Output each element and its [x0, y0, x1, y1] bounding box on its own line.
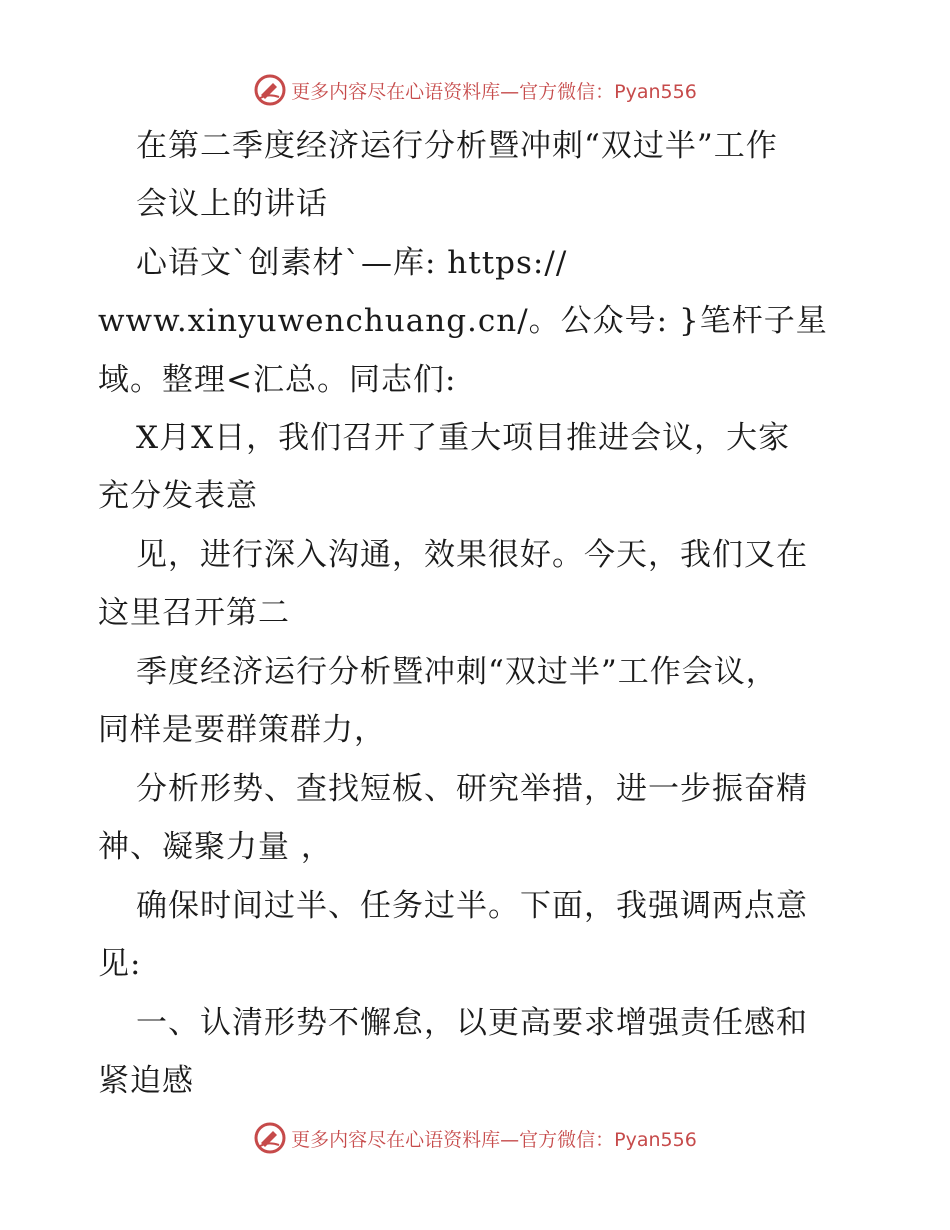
paragraph-line: 这里召开第二	[98, 595, 290, 631]
paragraph-line: 神、凝聚力量 ，	[98, 829, 333, 865]
source-line-1: 心语文`创素材`—库: https://	[136, 245, 568, 281]
title-line-2: 会议上的讲话	[136, 186, 328, 222]
book-pen-icon	[253, 1121, 287, 1155]
paragraph-line: 充分发表意	[98, 478, 258, 514]
section-heading-line: 紧迫感	[98, 1063, 194, 1099]
paragraph-line: 季度经济运行分析暨冲刺“双过半”工作会议，	[136, 654, 778, 690]
watermark-text: 更多内容尽在心语资料库—官方微信：Pyan556	[291, 1128, 697, 1151]
source-line-2: www.xinyuwenchuang.cn/。公众号: }笔杆子星	[98, 303, 828, 339]
paragraph-line: 确保时间过半、任务过半。下面，我强调两点意	[136, 888, 808, 924]
book-pen-icon	[253, 73, 287, 107]
footer-watermark	[0, 1118, 950, 1158]
header-watermark	[0, 70, 950, 110]
paragraph-line: 见:	[98, 946, 142, 982]
paragraph-line: 同样是要群策群力，	[98, 712, 386, 748]
title-line-1: 在第二季度经济运行分析暨冲刺“双过半”工作	[136, 128, 778, 164]
paragraph-line: 见，进行深入沟通，效果很好。今天，我们又在	[136, 537, 808, 573]
greeting-line: 域。整理<汇总。同志们:	[98, 362, 457, 398]
paragraph-line: X月X日，我们召开了重大项目推进会议，大家	[136, 420, 791, 456]
paragraph-line: 分析形势、查找短板、研究举措，进一步振奋精	[136, 771, 808, 807]
section-heading-line: 一、认清形势不懈怠，以更高要求增强责任感和	[136, 1005, 808, 1041]
watermark-text: 更多内容尽在心语资料库—官方微信：Pyan556	[291, 80, 697, 103]
